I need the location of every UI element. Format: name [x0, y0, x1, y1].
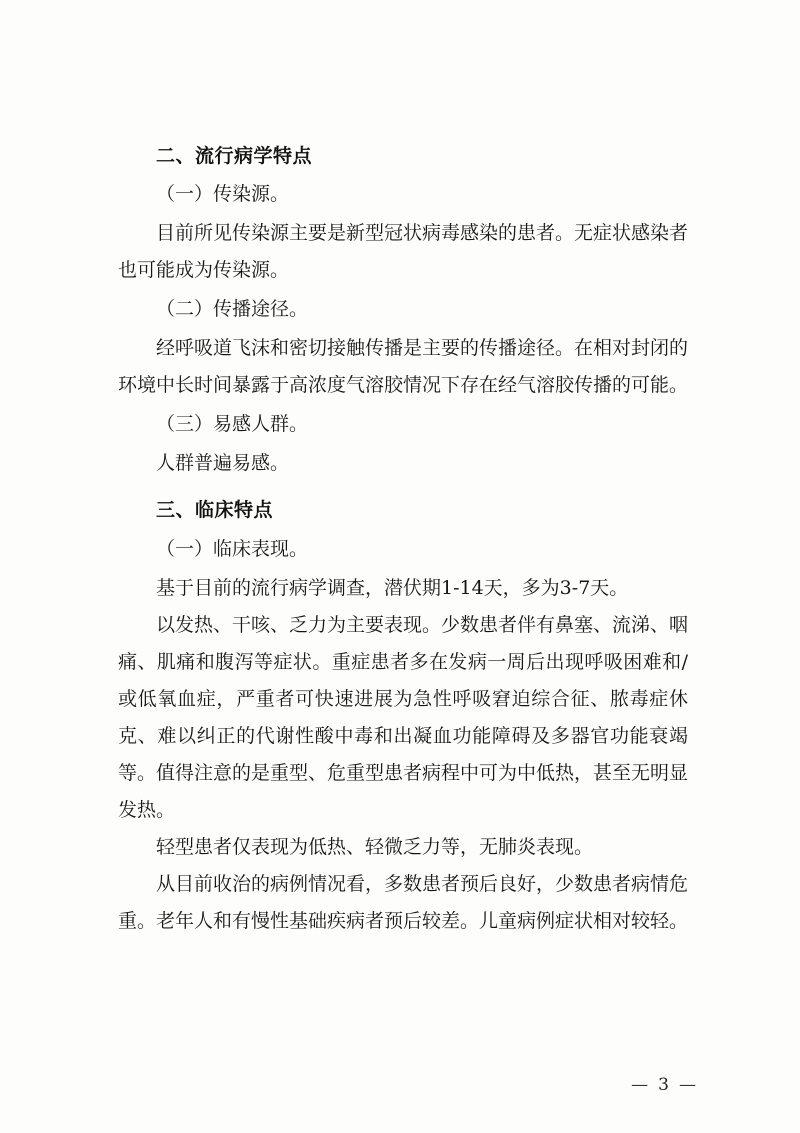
- body-paragraph: 基于目前的流行病学调查，潜伏期1-14天，多为3-7天。: [156, 576, 629, 599]
- body-paragraph: 人群普遍易感。: [156, 452, 290, 475]
- section-heading: 二、流行病学特点: [156, 145, 313, 167]
- subsection-heading: （一）传染源。: [156, 183, 290, 206]
- body-paragraph: 以发热、干咳、乏力为主要表现。少数患者伴有鼻塞、流涕、咽痛、肌痛和腹泻等症状。重症患者多在发病一周后出现呼吸困难和/或低氧血症，严重者可快速进展为急性呼吸窘迫综合征、脓毒症休克、难以纠正的代谢性酸中毒和出凝血功能障碍及多器官功能衰竭等。值得注意的是重型、危重型患者病程中可为中低热，甚至无明显发热。: [118, 613, 689, 821]
- body-paragraph: 目前所见传染源主要是新型冠状病毒感染的患者。无症状感染者也可能成为传染源。: [118, 222, 689, 282]
- body-paragraph: 经呼吸道飞沫和密切接触传播是主要的传播途径。在相对封闭的环境中长时间暴露于高浓度气溶胶情况下存在经气溶胶传播的可能。: [118, 337, 689, 397]
- subsection-heading: （三）易感人群。: [156, 413, 309, 436]
- page-number-dash-right: —: [679, 1075, 698, 1095]
- page-number-dash-left: —: [631, 1075, 651, 1095]
- page-footer: [0, 1075, 800, 1095]
- document-body: [118, 128, 688, 940]
- section-heading: 三、临床特点: [156, 499, 274, 522]
- body-paragraph: 从目前收治的病例情况看，多数患者预后良好，少数患者病情危重。老年人和有慢性基础疾病者预后较差。儿童病例症状相对较轻。: [118, 872, 689, 933]
- subsection-heading: （二）传播途径。: [156, 298, 309, 321]
- body-paragraph: 轻型患者仅表现为低热、轻微乏力等，无肺炎表现。: [156, 835, 594, 858]
- page-number: 3: [658, 1075, 671, 1095]
- subsection-heading: （一）临床表现。: [156, 537, 309, 560]
